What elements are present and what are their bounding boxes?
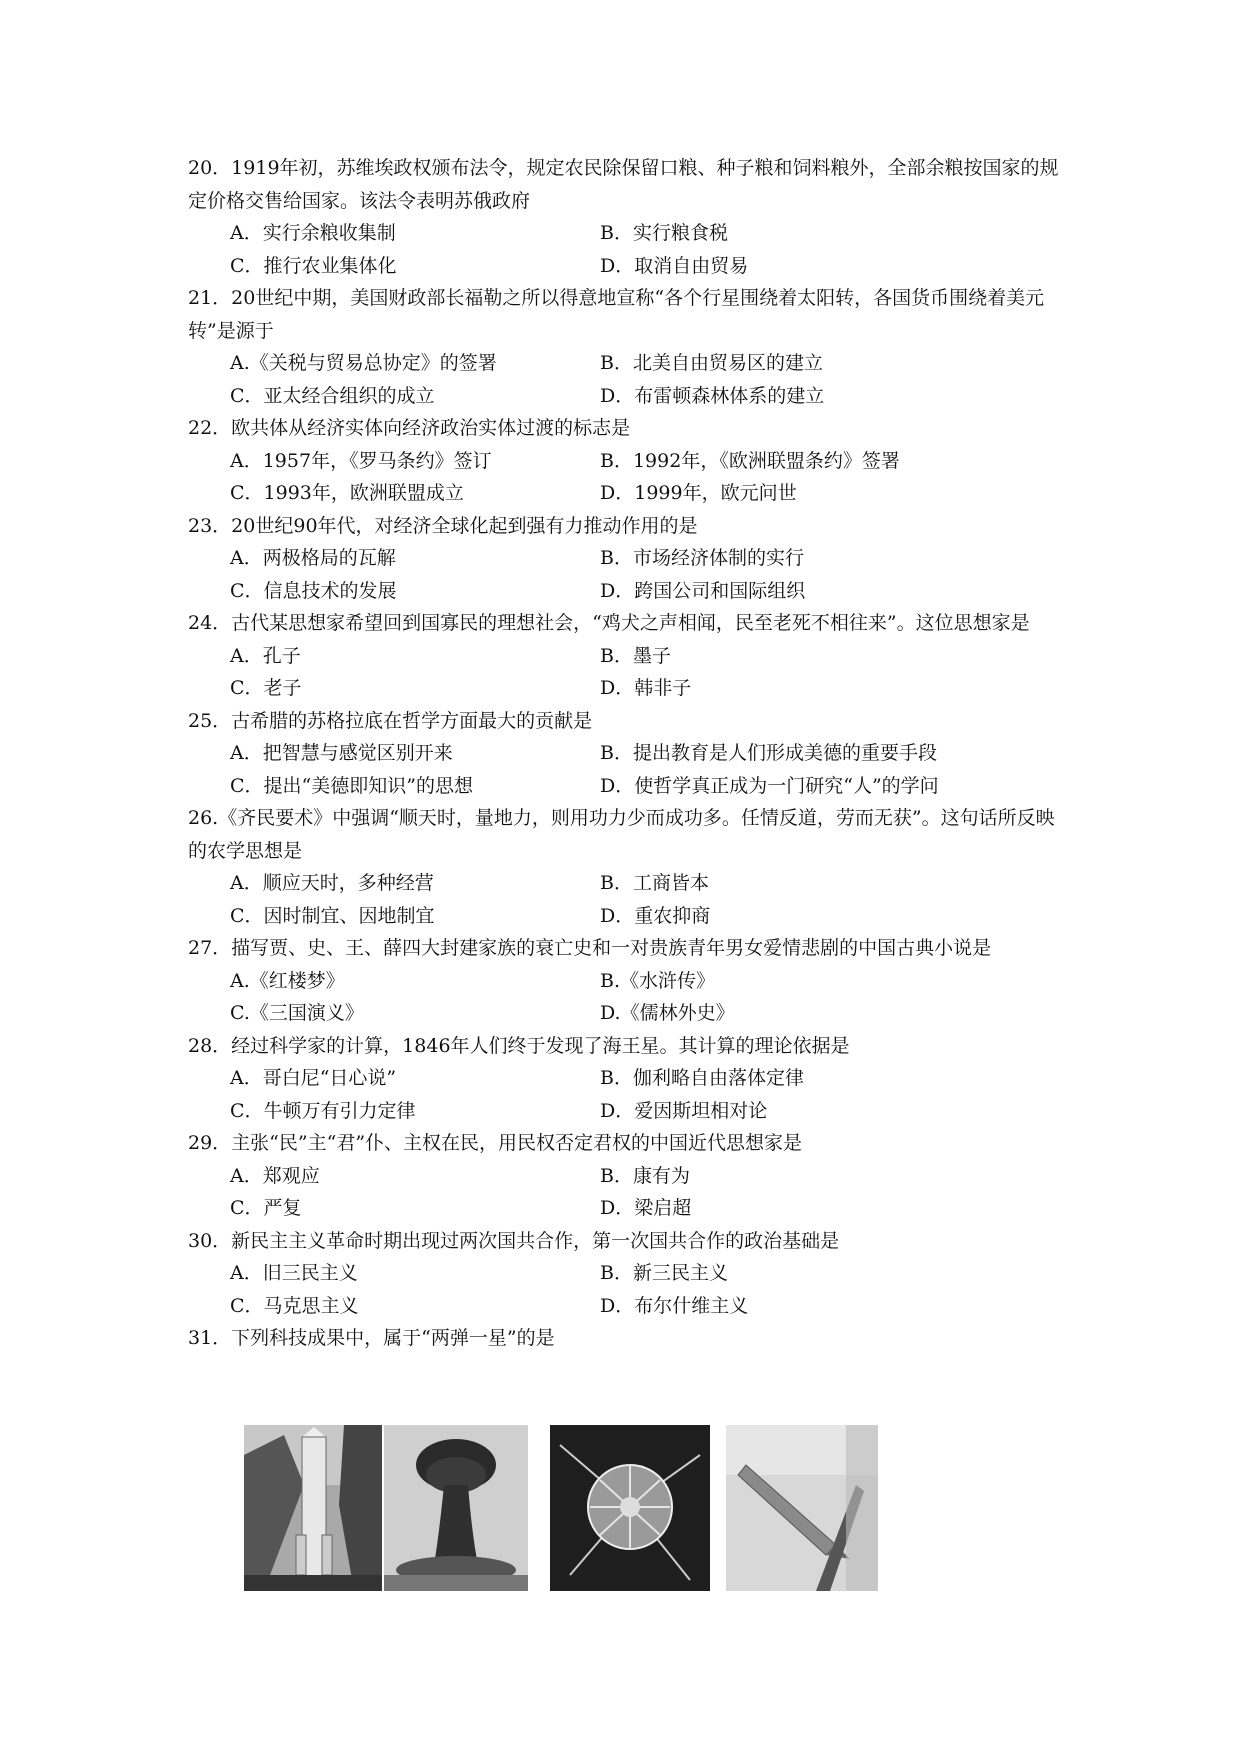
question-stem: 25．古希腊的苏格拉底在哲学方面最大的贡献是 <box>188 709 593 732</box>
option-grid <box>188 1257 1068 1322</box>
answer-option: A．旧三民主义 <box>230 1262 358 1284</box>
answer-option: C．因时制宜、因地制宜 <box>230 904 435 927</box>
answer-option: D．韩非子 <box>600 677 692 699</box>
answer-option: B．1992年，《欧洲联盟条约》签署 <box>600 449 900 472</box>
answer-option: C．老子 <box>230 677 302 699</box>
rocket-icon <box>244 1425 382 1591</box>
answer-option: C．马克思主义 <box>230 1294 359 1317</box>
answer-option: A．顺应天时，多种经营 <box>230 872 434 894</box>
answer-option: D．爱因斯坦相对论 <box>600 1099 768 1122</box>
answer-option: B．新三民主义 <box>600 1262 728 1284</box>
answer-option: A．实行余粮收集制 <box>230 222 396 244</box>
question-stem: 28．经过科学家的计算，1846年人们终于发现了海王星。其计算的理论依据是 <box>188 1034 850 1057</box>
answer-option: B．市场经济体制的实行 <box>600 547 804 569</box>
question-stem: 29．主张“民”主“君”仆、主权在民，用民权否定君权的中国近代思想家是 <box>188 1132 803 1154</box>
option-grid <box>188 965 1068 1030</box>
question-stem: 27．描写贾、史、王、薛四大封建家族的衰亡史和一对贵族青年男女爱情悲剧的中国古典小说是 <box>188 937 992 959</box>
question-stem: 20．1919年初，苏维埃政权颁布法令，规定农民除保留口粮、种子粮和饲料粮外，全部余粮按国家的规定价格交售给国家。该法令表明苏俄政府 <box>188 157 1059 212</box>
answer-option: C．推行农业集体化 <box>230 254 397 277</box>
mushroom-cloud-icon <box>384 1425 528 1591</box>
option-grid <box>188 347 1068 412</box>
answer-option: D．布雷顿森林体系的建立 <box>600 384 825 407</box>
answer-option: A．孔子 <box>230 644 301 667</box>
satellite-icon <box>550 1425 710 1591</box>
answer-option: B.《水浒传》 <box>600 969 716 992</box>
answer-option: A．把智慧与感觉区别开来 <box>230 742 453 764</box>
answer-option: A．1957年，《罗马条约》签订 <box>230 449 492 472</box>
answer-option: C．亚太经合组织的成立 <box>230 384 435 407</box>
answer-option: D．使哲学真正成为一门研究“人”的学问 <box>600 774 939 797</box>
answer-option: C．提出“美德即知识”的思想 <box>230 774 473 797</box>
missile-icon <box>726 1425 878 1591</box>
question-stem: 22．欧共体从经济实体向经济政治实体过渡的标志是 <box>188 417 631 439</box>
option-grid <box>188 1160 1068 1225</box>
question-stem: 23．20世纪90年代，对经济全球化起到强有力推动作用的是 <box>188 514 698 537</box>
answer-option: A.《红楼梦》 <box>230 969 345 992</box>
rocket-photo <box>244 1425 382 1591</box>
missile-photo <box>726 1425 878 1591</box>
option-grid <box>188 1062 1068 1127</box>
question-stem: 30．新民主主义革命时期出现过两次国共合作，第一次国共合作的政治基础是 <box>188 1229 840 1252</box>
answer-option: B．实行粮食税 <box>600 222 728 244</box>
answer-option: D．取消自由贸易 <box>600 254 749 277</box>
option-grid <box>188 737 1068 802</box>
answer-option: B．伽利略自由落体定律 <box>600 1067 804 1089</box>
question-stem: 24．古代某思想家希望回到国寡民的理想社会，“鸡犬之声相闻，民至老死不相往来”。这位思想家是 <box>188 612 1030 634</box>
answer-option: A．哥白尼“日心说” <box>230 1067 397 1089</box>
answer-option: B．北美自由贸易区的建立 <box>600 352 823 374</box>
answer-option: C．牛顿万有引力定律 <box>230 1099 416 1122</box>
question-stem: 26.《齐民要术》中强调“顺天时，量地力，则用功力少而成功多。任情反道，劳而无获”。这句话所反映的农学思想是 <box>188 807 1055 862</box>
question-list <box>188 152 1068 1355</box>
question-stem: 31．下列科技成果中，属于“两弹一星”的是 <box>188 1327 555 1349</box>
answer-option: A.《关税与贸易总协定》的签署 <box>230 352 497 374</box>
question-stem: 21．20世纪中期，美国财政部长福勒之所以得意地宣称“各个行星围绕着太阳转，各国货币围绕着美元转”是源于 <box>188 287 1045 342</box>
option-grid <box>188 542 1068 607</box>
nuclear-test-photo <box>384 1425 528 1591</box>
answer-option: A．郑观应 <box>230 1164 320 1187</box>
answer-option: D．梁启超 <box>600 1197 692 1219</box>
option-grid <box>188 217 1068 282</box>
answer-option: D．跨国公司和国际组织 <box>600 579 806 602</box>
answer-option: B．康有为 <box>600 1164 690 1187</box>
answer-option: D．重农抑商 <box>600 904 711 927</box>
answer-option: C．信息技术的发展 <box>230 579 397 602</box>
answer-option: C．严复 <box>230 1197 302 1219</box>
answer-option: B．提出教育是人们形成美德的重要手段 <box>600 742 937 764</box>
answer-option: C.《三国演义》 <box>230 1002 364 1024</box>
option-grid <box>188 445 1068 510</box>
option-grid <box>188 867 1068 932</box>
answer-option: D.《儒林外史》 <box>600 1002 735 1024</box>
answer-option: B．墨子 <box>600 644 671 667</box>
satellite-photo <box>550 1425 710 1591</box>
answer-option: C．1993年，欧洲联盟成立 <box>230 482 464 504</box>
answer-option: B．工商皆本 <box>600 872 709 894</box>
answer-option: D．布尔什维主义 <box>600 1294 749 1317</box>
answer-option: A．两极格局的瓦解 <box>230 547 396 569</box>
photo-strip <box>244 1425 982 1591</box>
answer-option: D．1999年，欧元问世 <box>600 482 797 504</box>
option-grid <box>188 640 1068 705</box>
